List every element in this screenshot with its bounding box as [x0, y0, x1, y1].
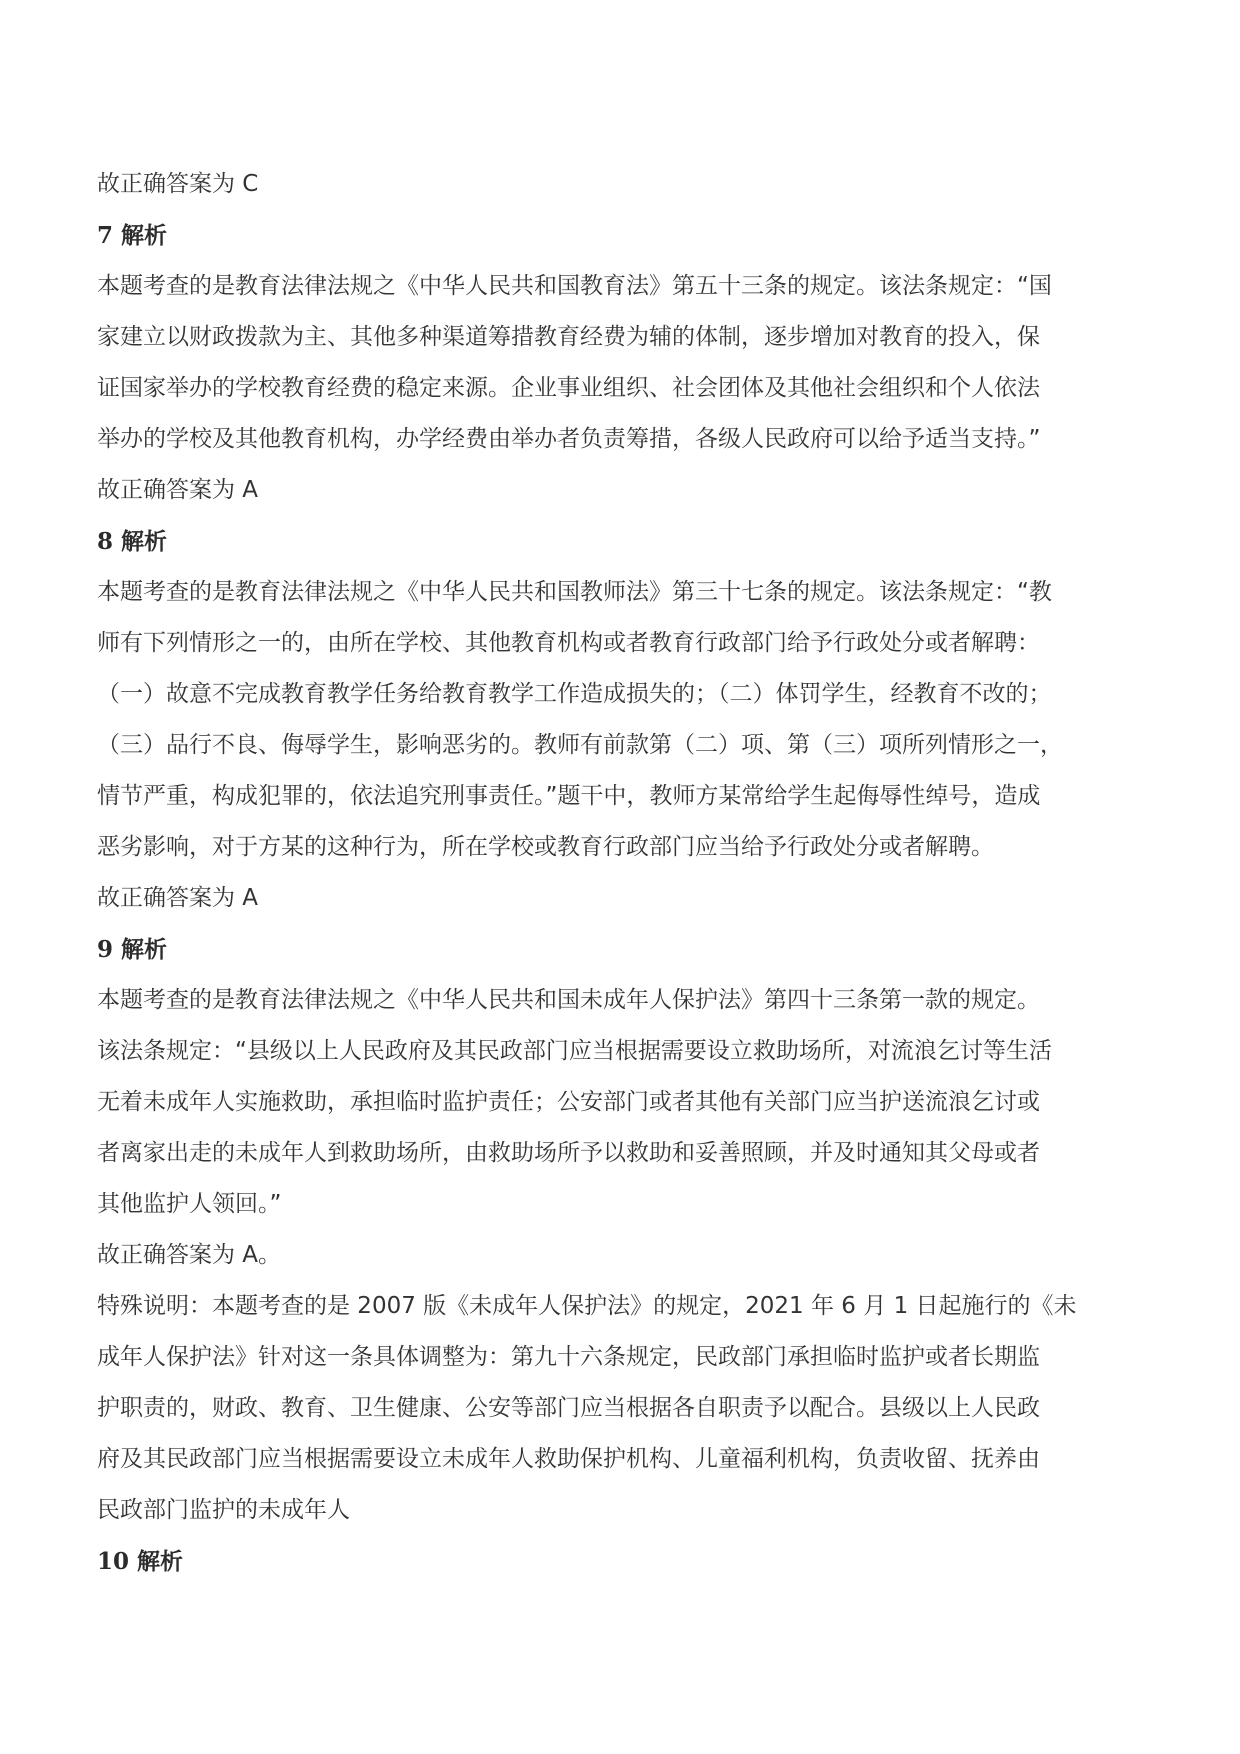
text-line: 府及其民政部门应当根据需要设立未成年人救助保护机构、儿童福利机构，负责收留、抚养由: [97, 1446, 1040, 1472]
document-body: [97, 159, 1157, 1587]
text-line: 特殊说明：本题考查的是 2007 版《未成年人保护法》的规定，2021 年 6 月 1 日起施行的《未: [97, 1293, 1077, 1319]
text-line: 恶劣影响，对于方某的这种行为，所在学校或教育行政部门应当给予行政处分或者解聘。: [97, 834, 994, 860]
text-line: 其他监护人领回。”: [97, 1191, 282, 1217]
text-line: 证国家举办的学校教育经费的稳定来源。企业事业组织、社会团体及其他社会组织和个人依法: [97, 375, 1040, 401]
text-line: 本题考查的是教育法律法规之《中华人民共和国教师法》第三十七条的规定。该法条规定：“教: [97, 579, 1052, 605]
section-heading: 8 解析: [97, 528, 168, 555]
text-line: 无着未成年人实施救助，承担临时监护责任；公安部门或者其他有关部门应当护送流浪乞讨或: [97, 1089, 1040, 1115]
section-heading: 10 解析: [97, 1548, 184, 1575]
text-line: 情节严重，构成犯罪的，依法追究刑事责任。”题干中，教师方某常给学生起侮辱性绰号，造成: [97, 783, 1041, 809]
text-line: 成年人保护法》针对这一条具体调整为：第九十六条规定，民政部门承担临时监护或者长期监: [97, 1344, 1040, 1370]
text-line: 护职责的，财政、教育、卫生健康、公安等部门应当根据各自职责予以配合。县级以上人民政: [97, 1395, 1040, 1421]
text-line: 故正确答案为 A。: [97, 1242, 282, 1268]
text-line: 者离家出走的未成年人到救助场所，由救助场所予以救助和妥善照顾，并及时通知其父母或者: [97, 1140, 1040, 1166]
text-line: （一）故意不完成教育教学任务给教育教学工作造成损失的；（二）体罚学生，经教育不改的；: [97, 681, 1052, 707]
text-line: 故正确答案为 A: [97, 477, 259, 503]
text-line: 故正确答案为 A: [97, 885, 259, 911]
text-line: 家建立以财政拨款为主、其他多种渠道筹措教育经费为辅的体制，逐步增加对教育的投入，保: [97, 324, 1040, 350]
text-line: 师有下列情形之一的，由所在学校、其他教育机构或者教育行政部门给予行政处分或者解聘：: [97, 630, 1040, 656]
text-line: 举办的学校及其他教育机构，办学经费由举办者负责筹措，各级人民政府可以给予适当支持。”: [97, 426, 1041, 452]
section-heading: 7 解析: [97, 222, 168, 249]
text-line: 民政部门监护的未成年人: [97, 1497, 350, 1523]
text-line: 本题考查的是教育法律法规之《中华人民共和国未成年人保护法》第四十三条第一款的规定。: [97, 987, 1040, 1013]
text-line: 该法条规定：“县级以上人民政府及其民政部门应当根据需要设立救助场所，对流浪乞讨等生活: [97, 1038, 1052, 1064]
text-line: （三）品行不良、侮辱学生，影响恶劣的。教师有前款第（二）项、第（三）项所列情形之一，: [97, 732, 1063, 758]
section-heading: 9 解析: [97, 936, 168, 963]
text-line: 本题考查的是教育法律法规之《中华人民共和国教育法》第五十三条的规定。该法条规定：“国: [97, 273, 1052, 299]
text-line: 故正确答案为 C: [97, 171, 259, 197]
